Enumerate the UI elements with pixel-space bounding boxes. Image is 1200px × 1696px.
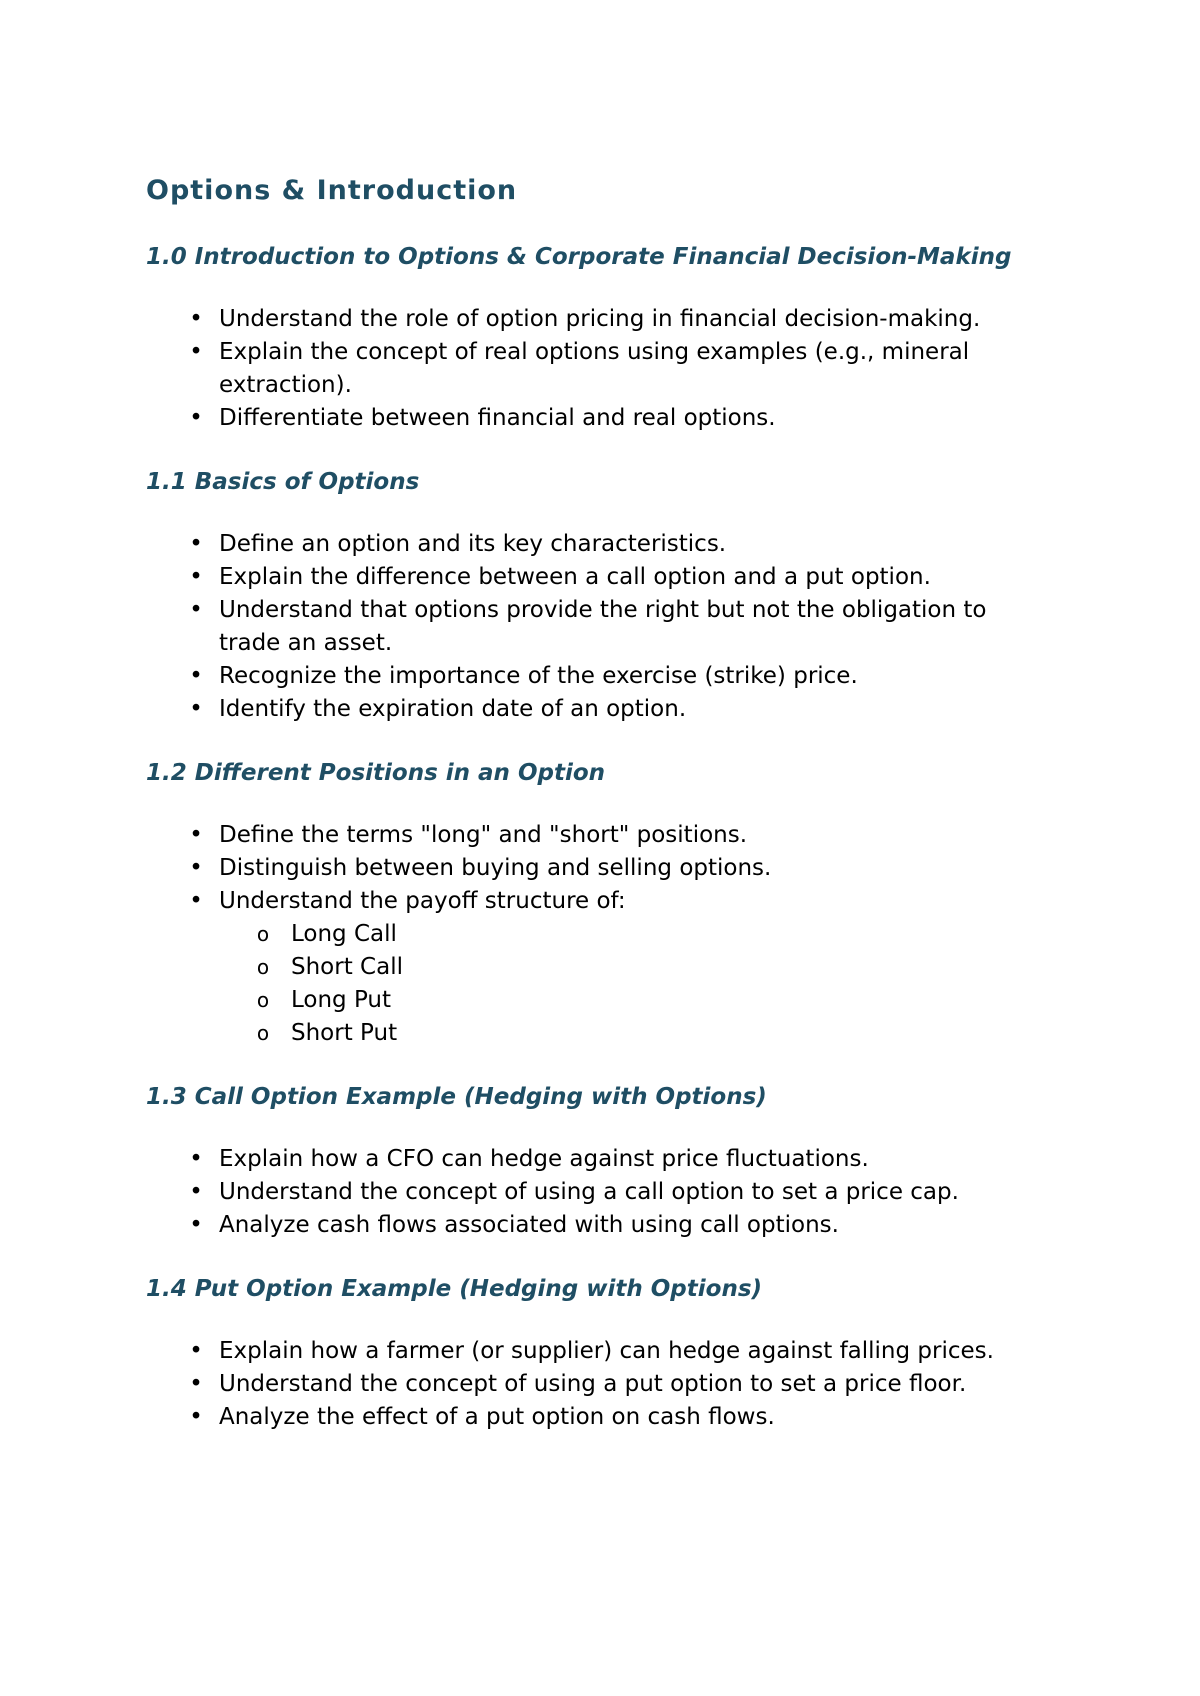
bullet-icon: • xyxy=(189,663,203,689)
list-item-text: Explain the difference between a call option and a put option. xyxy=(219,564,931,590)
list-item xyxy=(146,528,1046,561)
list-item-text: Analyze the effect of a put option on cash flows. xyxy=(219,1404,775,1430)
list-item xyxy=(146,303,1046,336)
sub-list-item-text: Short Put xyxy=(291,1020,398,1046)
section-heading: 1.4 Put Option Example (Hedging with Options) xyxy=(146,1276,763,1302)
list-item-text: Recognize the importance of the exercise (strike) price. xyxy=(219,663,858,689)
list-item-text: Understand the concept of using a put option to set a price floor. xyxy=(219,1371,967,1397)
bullet-icon: • xyxy=(189,1371,203,1397)
list-item xyxy=(146,1335,1046,1368)
list-item xyxy=(146,336,1046,402)
list-item xyxy=(146,660,1046,693)
section xyxy=(146,465,1046,726)
bullet-icon: • xyxy=(189,855,203,881)
bullet-icon: • xyxy=(189,597,203,623)
list-item-text: Identify the expiration date of an option. xyxy=(219,696,687,722)
list-item-text: Understand the role of option pricing in financial decision-making. xyxy=(219,306,981,332)
list-item xyxy=(146,1401,1046,1434)
bullet-icon: • xyxy=(189,306,203,332)
section xyxy=(146,1272,1046,1434)
section xyxy=(146,240,1046,435)
bullet-list xyxy=(146,1335,1046,1434)
sections-container xyxy=(146,240,1046,1434)
bullet-icon: • xyxy=(189,564,203,590)
list-item xyxy=(146,402,1046,435)
list-item-text: Analyze cash flows associated with using call options. xyxy=(219,1212,839,1238)
list-item xyxy=(146,693,1046,726)
list-item-text: Differentiate between financial and real options. xyxy=(219,405,776,431)
bullet-list xyxy=(146,303,1046,435)
bullet-icon: • xyxy=(189,405,203,431)
list-item xyxy=(146,1209,1046,1242)
section-heading: 1.0 Introduction to Options & Corporate Financial Decision-Making xyxy=(146,244,1012,270)
bullet-icon: • xyxy=(189,696,203,722)
list-item xyxy=(146,819,1046,852)
list-item-text: Understand the payoff structure of: xyxy=(219,888,626,914)
list-item-text: Distinguish between buying and selling options. xyxy=(219,855,772,881)
list-item-text: Define an option and its key characteristics. xyxy=(219,531,727,557)
list-item-text: Explain the concept of real options using examples (e.g., mineral extraction). xyxy=(219,339,970,398)
list-item-text: Understand the concept of using a call option to set a price cap. xyxy=(219,1179,959,1205)
bullet-list xyxy=(146,528,1046,726)
bullet-icon: • xyxy=(189,1338,203,1364)
sub-list-item-text: Long Put xyxy=(291,987,392,1013)
list-item-text: Explain how a farmer (or supplier) can hedge against falling prices. xyxy=(219,1338,994,1364)
list-item xyxy=(146,852,1046,885)
bullet-icon: • xyxy=(189,822,203,848)
section xyxy=(146,1080,1046,1242)
list-item xyxy=(146,561,1046,594)
document-content xyxy=(146,172,1046,1434)
sub-list-item xyxy=(219,918,1046,951)
list-item xyxy=(146,1368,1046,1401)
list-item-text: Understand that options provide the right but not the obligation to trade an asset. xyxy=(219,597,987,656)
list-item xyxy=(146,1143,1046,1176)
section-heading: 1.3 Call Option Example (Hedging with Options) xyxy=(146,1084,767,1110)
section-heading: 1.2 Different Positions in an Option xyxy=(146,760,606,786)
bullet-list xyxy=(146,1143,1046,1242)
list-item xyxy=(146,885,1046,1050)
bullet-icon: • xyxy=(189,339,203,365)
section xyxy=(146,756,1046,1050)
list-item-text: Define the terms "long" and "short" positions. xyxy=(219,822,748,848)
sub-bullet-icon: o xyxy=(256,955,270,979)
sub-bullet-icon: o xyxy=(256,922,270,946)
list-item-text: Explain how a CFO can hedge against price fluctuations. xyxy=(219,1146,869,1172)
sub-bullet-icon: o xyxy=(256,988,270,1012)
bullet-icon: • xyxy=(189,531,203,557)
sub-list-item xyxy=(219,984,1046,1017)
list-item xyxy=(146,594,1046,660)
bullet-icon: • xyxy=(189,1146,203,1172)
bullet-icon: • xyxy=(189,1404,203,1430)
bullet-list xyxy=(146,819,1046,1050)
sub-list-item-text: Short Call xyxy=(291,954,403,980)
sub-list-item xyxy=(219,951,1046,984)
document-title: Options & Introduction xyxy=(146,175,518,206)
bullet-icon: • xyxy=(189,888,203,914)
bullet-icon: • xyxy=(189,1212,203,1238)
list-item xyxy=(146,1176,1046,1209)
sub-bullet-icon: o xyxy=(256,1021,270,1045)
sub-list-item-text: Long Call xyxy=(291,921,397,947)
section-heading: 1.1 Basics of Options xyxy=(146,469,420,495)
sub-bullet-list xyxy=(219,918,1046,1050)
sub-list-item xyxy=(219,1017,1046,1050)
bullet-icon: • xyxy=(189,1179,203,1205)
